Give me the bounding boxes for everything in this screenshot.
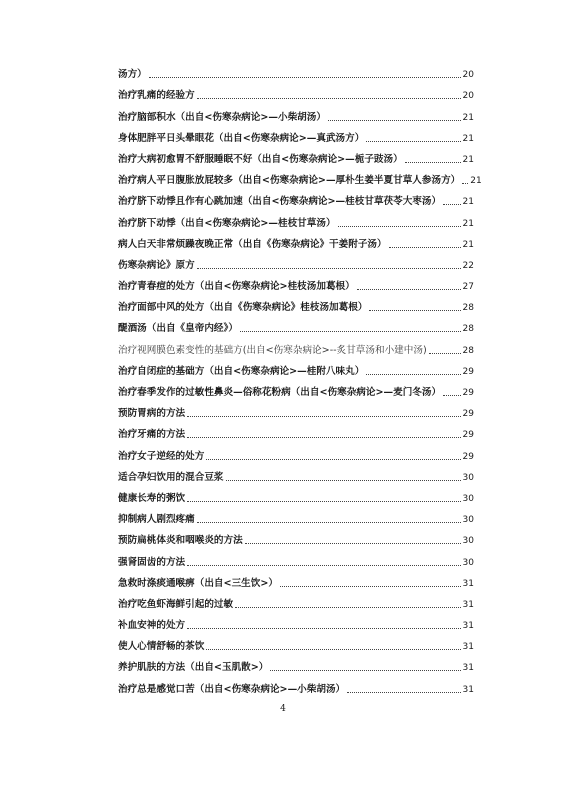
toc-entry [118,251,474,272]
toc-dot-leader [245,542,461,544]
toc-entry-page: 31 [462,621,474,632]
toc-dot-leader [235,606,460,608]
toc-entry-title: 病人白天非常烦躁夜晚正常（出自《伤寒杂病论》干姜附子汤） [118,238,387,250]
toc-entry-page: 21 [462,133,474,144]
toc-entry-page: 29 [462,388,474,398]
toc-entry [118,505,474,526]
toc-entry [118,484,474,505]
toc-dot-leader [206,458,460,460]
toc-entry [118,357,474,378]
toc-entry-page: 30 [462,493,474,504]
toc-entry [118,272,474,293]
toc-entry-title: 治疗乳痛的经验方 [118,90,195,102]
toc-entry-page: 22 [462,260,474,271]
toc-entry-page: 21 [470,176,482,187]
toc-dot-leader [187,564,460,566]
toc-entry-title: 治疗脐下动悸（出自<伤寒杂病论>—桂枝甘草汤） [118,217,336,229]
toc-entry-page: 30 [462,557,474,568]
toc-dot-leader [338,225,461,227]
toc-dot-leader [270,669,460,671]
toc-entry-title: 适合孕妇饮用的混合豆浆 [118,471,224,483]
table-of-contents [118,60,482,696]
toc-entry-page: 31 [462,642,474,653]
toc-entry [118,124,474,145]
toc-entry-page: 27 [462,282,474,293]
toc-entry [118,569,474,590]
toc-entry-title: 健康长寿的粥饮 [118,492,186,504]
toc-entry-title: 治疗大病初愈胃不舒服睡眠不好（出自<伤寒杂病论>—栀子豉汤） [118,153,403,165]
toc-dot-leader [405,161,461,163]
toc-entry-title: 治疗视网膜色素变性的基础方(出自<伤寒杂病论>--炙甘草汤和小建中汤) [118,344,427,356]
toc-entry-title: 汤方） [118,69,147,81]
toc-entry [118,335,474,356]
toc-entry-title: 使人心情舒畅的茶饮 [118,641,205,653]
toc-entry-page: 30 [462,515,474,526]
toc-entry-page: 21 [462,239,474,250]
toc-entry-page: 31 [462,684,474,695]
toc-entry-title: 抑制病人剧烈疼痛 [118,514,195,526]
toc-entry [118,526,474,547]
toc-entry-title: 急救时涤痰通喉痹（出自<三生饮>） [118,577,278,589]
toc-dot-leader [197,267,461,269]
toc-dot-leader [357,288,461,290]
toc-entry [118,611,474,632]
toc-entry [118,314,474,335]
toc-entry-page: 29 [462,366,474,377]
toc-dot-leader [443,203,460,205]
toc-dot-leader [187,436,460,438]
toc-dot-leader [197,97,461,99]
toc-entry [118,187,474,208]
toc-dot-leader [197,521,461,523]
toc-entry-title: 治疗脐下动悸且作有心跳加速（出自<伤寒杂病论>—桂枝甘草茯苓大枣汤） [118,196,442,208]
toc-entry [118,590,474,611]
toc-entry-title: 养护肌肤的方法（出自<玉肌散>） [118,662,269,674]
toc-entry-page: 21 [462,197,474,208]
toc-entry-page: 20 [462,91,474,102]
toc-dot-leader [389,246,461,248]
toc-entry-title: 补血安神的处方 [118,620,186,632]
page-number: 4 [280,704,286,714]
toc-entry-page: 28 [462,345,474,356]
toc-dot-leader [429,352,461,354]
toc-dot-leader [226,479,461,481]
toc-entry [118,653,474,674]
toc-entry [118,420,474,441]
toc-dot-leader [366,140,460,142]
toc-entry-title: 醍酒汤（出自《皇帝内经》） [118,323,238,335]
toc-entry [118,166,482,187]
toc-dot-leader [369,309,460,311]
toc-entry [118,145,474,166]
toc-entry-title: 治疗吃鱼虾海鲜引起的过敏 [118,598,234,610]
toc-dot-leader [187,500,460,502]
toc-entry-title: 伤寒杂病论》原方 [118,259,195,271]
toc-entry-page: 28 [462,324,474,335]
toc-entry-page: 30 [462,472,474,483]
toc-entry [118,547,474,568]
toc-dot-leader [328,119,461,121]
toc-entry-page: 21 [462,218,474,229]
toc-entry [118,81,474,102]
toc-entry-page: 21 [462,112,474,123]
toc-entry [118,60,474,81]
toc-entry-page: 28 [462,303,474,314]
toc-entry-title: 治疗总是感觉口苦（出自<伤寒杂病论>—小柴胡汤） [118,683,346,695]
toc-dot-leader [443,394,460,396]
toc-entry-title: 预防扁桃体炎和咽喉炎的方法 [118,535,243,547]
toc-entry [118,230,474,251]
toc-entry [118,632,474,653]
toc-entry [118,102,474,123]
toc-entry-title: 治疗春季发作的过敏性鼻炎—俗称花粉病（出自<伤寒杂病论>—麦门冬汤） [118,387,442,398]
toc-entry-title: 预防胃病的方法 [118,408,186,420]
toc-entry-page: 29 [462,451,474,462]
toc-entry [118,674,474,695]
toc-dot-leader [206,648,460,650]
toc-dot-leader [462,182,468,184]
toc-entry-page: 29 [462,409,474,420]
toc-entry-title: 治疗青春痘的处方（出自<伤寒杂病论>桂枝汤加葛根） [118,281,355,293]
toc-entry-title: 强肾固齿的方法 [118,556,186,568]
toc-entry-page: 31 [462,578,474,589]
toc-dot-leader [280,585,461,587]
toc-dot-leader [187,627,460,629]
toc-entry [118,378,474,399]
toc-entry-title: 治疗脑部积水（出自<伤寒杂病论>—小柴胡汤） [118,111,326,123]
toc-entry [118,441,474,462]
toc-entry [118,399,474,420]
toc-dot-leader [149,76,461,78]
toc-entry-title: 治疗女子逆经的处方 [118,450,205,462]
toc-entry-title: 治疗病人平日腹胀放屁较多（出自<伤寒杂病论>—厚朴生姜半夏甘草人参汤方） [118,175,461,187]
toc-entry-page: 30 [462,536,474,547]
toc-entry-title: 身体肥胖平日头晕眼花（出自<伤寒杂病论>—真武汤方） [118,132,365,144]
toc-entry-title: 治疗自闭症的基础方（出自<伤寒杂病论>—桂附八味丸） [118,365,365,377]
toc-entry-page: 21 [462,154,474,165]
toc-entry-title: 治疗面部中风的处方（出自《伤寒杂病论》桂枝汤加葛根） [118,302,368,314]
toc-entry-page: 20 [462,70,474,81]
toc-entry [118,293,474,314]
toc-dot-leader [240,330,461,332]
toc-entry [118,208,474,229]
toc-entry-title: 治疗牙痛的方法 [118,429,186,441]
toc-dot-leader [187,415,460,417]
toc-entry-page: 31 [462,663,474,674]
toc-entry-page: 31 [462,599,474,610]
toc-entry [118,463,474,484]
toc-dot-leader [366,373,460,375]
toc-dot-leader [347,691,460,693]
toc-entry-page: 29 [462,430,474,441]
